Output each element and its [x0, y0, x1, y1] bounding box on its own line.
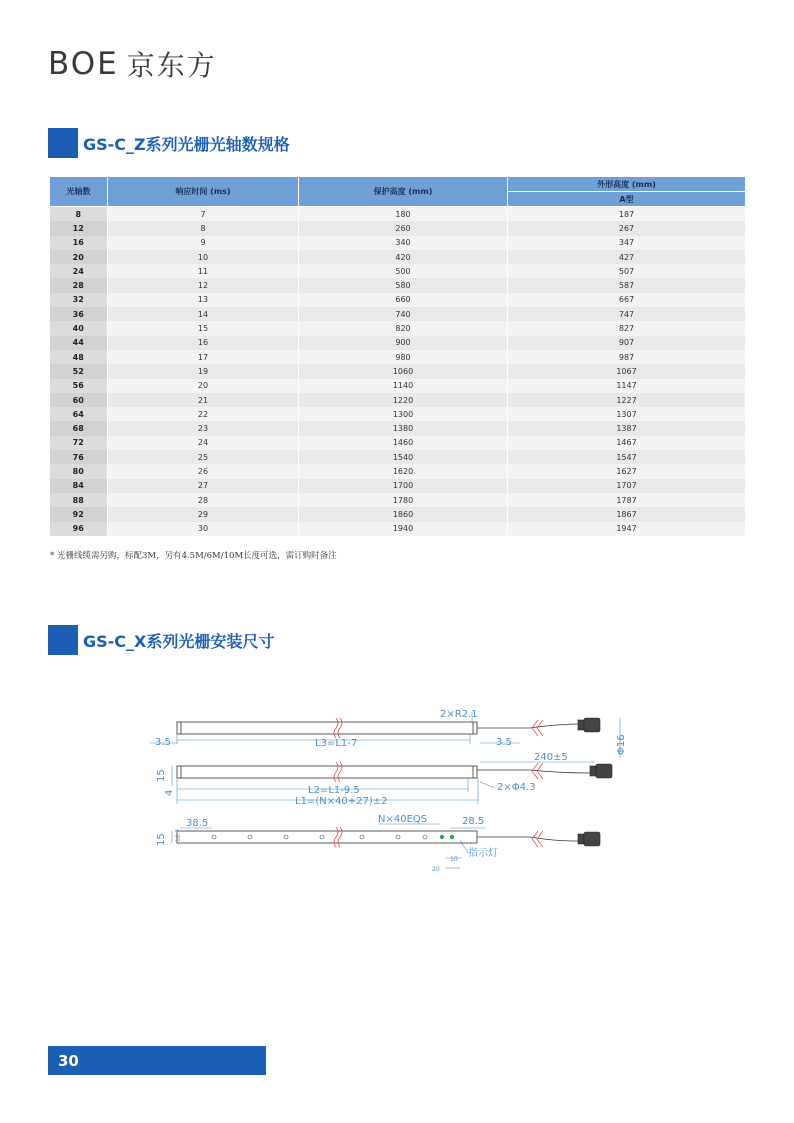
cell-axes: 32 — [50, 293, 108, 307]
cell-outer: 1947 — [508, 522, 746, 536]
dim-4: 4 — [164, 789, 175, 796]
cell-response: 12 — [108, 278, 299, 292]
bar-top — [177, 722, 477, 734]
cell-response: 15 — [108, 321, 299, 335]
table-row — [50, 236, 746, 250]
cell-response: 28 — [108, 493, 299, 507]
table-row — [50, 479, 746, 493]
cell-protect: 500 — [299, 264, 508, 278]
heading-square — [48, 625, 78, 655]
cell-axes: 8 — [50, 207, 108, 222]
cell-protect: 1380 — [299, 421, 508, 435]
cell-outer: 1467 — [508, 436, 746, 450]
table-row — [50, 493, 746, 507]
dim-28-5: 28.5 — [462, 816, 485, 827]
cell-axes: 16 — [50, 236, 108, 250]
spec-table — [49, 176, 746, 536]
logo-chinese: 京东方 — [126, 49, 217, 82]
cell-outer: 1067 — [508, 364, 746, 378]
cell-protect: 1860 — [299, 507, 508, 521]
dim-l1: L1=(N×40+27)±2 — [295, 796, 388, 807]
table-row — [50, 393, 746, 407]
table-row — [50, 336, 746, 350]
cell-outer: 427 — [508, 250, 746, 264]
cell-protect: 1220 — [299, 393, 508, 407]
table-row — [50, 264, 746, 278]
table-row — [50, 350, 746, 364]
table-row — [50, 278, 746, 292]
dim-15-b: 15 — [156, 833, 167, 846]
cell-protect: 1460 — [299, 436, 508, 450]
cell-protect: 1140 — [299, 379, 508, 393]
cell-axes: 68 — [50, 421, 108, 435]
header-outer-sub: A型 — [508, 192, 746, 207]
cell-axes: 96 — [50, 522, 108, 536]
bar-bottom — [177, 831, 477, 843]
dim-240: 240±5 — [534, 752, 568, 763]
section-heading-install — [48, 625, 274, 655]
cell-outer: 187 — [508, 207, 746, 222]
cell-protect: 420 — [299, 250, 508, 264]
heading-square — [48, 128, 78, 158]
cell-response: 26 — [108, 464, 299, 478]
table-row — [50, 321, 746, 335]
cell-outer: 587 — [508, 278, 746, 292]
cell-axes: 12 — [50, 221, 108, 235]
table-row — [50, 221, 746, 235]
cell-response: 20 — [108, 379, 299, 393]
section-title: GS-C_X系列光栅安装尺寸 — [83, 631, 275, 651]
section-title: GS-C_Z系列光栅光轴数规格 — [83, 134, 290, 154]
cell-response: 29 — [108, 507, 299, 521]
page-number: 30 — [58, 1051, 79, 1070]
table-row — [50, 522, 746, 536]
cell-protect: 980 — [299, 350, 508, 364]
cell-protect: 1300 — [299, 407, 508, 421]
cell-response: 10 — [108, 250, 299, 264]
cell-outer: 1387 — [508, 421, 746, 435]
indicator-label: 指示灯 — [468, 848, 498, 859]
table-row — [50, 379, 746, 393]
cell-axes: 52 — [50, 364, 108, 378]
cell-response: 7 — [108, 207, 299, 222]
cell-axes: 76 — [50, 450, 108, 464]
cell-response: 8 — [108, 221, 299, 235]
cell-response: 21 — [108, 393, 299, 407]
cell-outer: 987 — [508, 350, 746, 364]
cell-protect: 1540 — [299, 450, 508, 464]
cell-response: 22 — [108, 407, 299, 421]
cell-protect: 1700 — [299, 479, 508, 493]
dim-r21: 2×R2.1 — [440, 709, 478, 720]
dim-3-5-right: 3.5 — [496, 737, 512, 748]
cell-response: 9 — [108, 236, 299, 250]
cell-axes: 56 — [50, 379, 108, 393]
cell-protect: 580 — [299, 278, 508, 292]
cell-protect: 180 — [299, 207, 508, 222]
cell-axes: 36 — [50, 307, 108, 321]
installation-drawing — [150, 700, 630, 880]
table-row — [50, 421, 746, 435]
cell-response: 27 — [108, 479, 299, 493]
dim-phi43: 2×Φ4.3 — [497, 782, 536, 793]
dim-l3: L3=L1-7 — [315, 738, 358, 749]
dim-15-a: 15 — [156, 769, 167, 782]
cell-axes: 44 — [50, 336, 108, 350]
dim-10: 10 — [450, 856, 458, 863]
cell-response: 30 — [108, 522, 299, 536]
cell-outer: 667 — [508, 293, 746, 307]
cell-protect: 1940 — [299, 522, 508, 536]
cell-outer: 1867 — [508, 507, 746, 521]
cell-outer: 1627 — [508, 464, 746, 478]
cell-axes: 40 — [50, 321, 108, 335]
cell-outer: 1307 — [508, 407, 746, 421]
cell-protect: 340 — [299, 236, 508, 250]
table-row — [50, 464, 746, 478]
cell-protect: 1060 — [299, 364, 508, 378]
cell-response: 24 — [108, 436, 299, 450]
dim-3-5-left: 3.5 — [155, 737, 171, 748]
page-number-tab — [48, 1046, 266, 1075]
cell-outer: 1787 — [508, 493, 746, 507]
table-row — [50, 250, 746, 264]
cell-outer: 1707 — [508, 479, 746, 493]
brand-logo — [48, 44, 217, 84]
dim-20: 20 — [432, 866, 440, 873]
table-row — [50, 507, 746, 521]
cell-response: 17 — [108, 350, 299, 364]
cell-response: 16 — [108, 336, 299, 350]
table-row — [50, 207, 746, 222]
cell-axes: 60 — [50, 393, 108, 407]
cell-axes: 64 — [50, 407, 108, 421]
cable-note: * 光栅线缆需另购，标配3M，另有4.5M/6M/10M长度可选，需订购时备注 — [50, 551, 337, 561]
cell-axes: 84 — [50, 479, 108, 493]
cell-response: 11 — [108, 264, 299, 278]
header-outer: 外形高度 (mm) — [508, 177, 746, 192]
cell-protect: 1780 — [299, 493, 508, 507]
dim-10-7: 10.7 — [175, 828, 182, 842]
cell-response: 23 — [108, 421, 299, 435]
bar-middle — [177, 766, 477, 778]
logo-latin: BOE — [48, 46, 119, 82]
cell-protect: 660 — [299, 293, 508, 307]
table-row — [50, 450, 746, 464]
cell-response: 13 — [108, 293, 299, 307]
table-row — [50, 407, 746, 421]
cell-response: 25 — [108, 450, 299, 464]
dim-n40: N×40EQS — [378, 814, 428, 825]
table-row — [50, 436, 746, 450]
cell-outer: 1227 — [508, 393, 746, 407]
cell-axes: 28 — [50, 278, 108, 292]
header-axes: 光轴数 — [50, 177, 108, 207]
section-heading-spec — [48, 128, 290, 158]
cell-axes: 24 — [50, 264, 108, 278]
table-row — [50, 293, 746, 307]
cell-axes: 88 — [50, 493, 108, 507]
cell-outer: 1547 — [508, 450, 746, 464]
cell-axes: 80 — [50, 464, 108, 478]
header-response: 响应时间 (ms) — [108, 177, 299, 207]
table-row — [50, 364, 746, 378]
dim-l2: L2=L1-9.5 — [308, 785, 360, 796]
cell-outer: 507 — [508, 264, 746, 278]
table-row — [50, 307, 746, 321]
cell-axes: 72 — [50, 436, 108, 450]
cell-protect: 900 — [299, 336, 508, 350]
cell-response: 14 — [108, 307, 299, 321]
cell-outer: 907 — [508, 336, 746, 350]
dim-phi16: Φ16 — [616, 734, 627, 755]
cell-axes: 92 — [50, 507, 108, 521]
cell-protect: 1620 — [299, 464, 508, 478]
cell-outer: 267 — [508, 221, 746, 235]
cell-outer: 1147 — [508, 379, 746, 393]
cell-axes: 20 — [50, 250, 108, 264]
cell-protect: 740 — [299, 307, 508, 321]
header-protect: 保护高度 (mm) — [299, 177, 508, 207]
dim-38-5: 38.5 — [186, 818, 209, 829]
cell-outer: 347 — [508, 236, 746, 250]
cell-outer: 827 — [508, 321, 746, 335]
cell-protect: 820 — [299, 321, 508, 335]
table-body — [50, 207, 746, 536]
cell-axes: 48 — [50, 350, 108, 364]
cell-response: 19 — [108, 364, 299, 378]
cell-outer: 747 — [508, 307, 746, 321]
cell-protect: 260 — [299, 221, 508, 235]
